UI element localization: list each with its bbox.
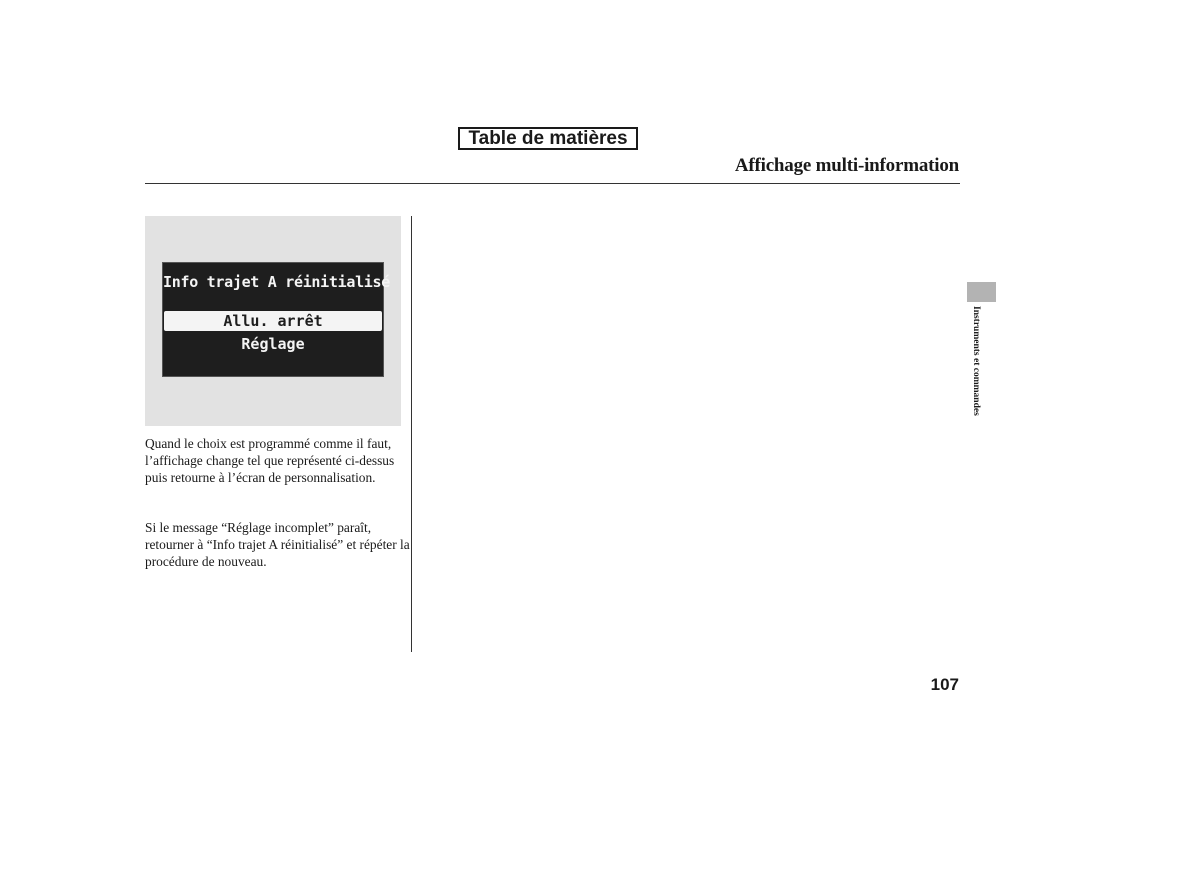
display-option-selected: Allu. arrêt <box>164 311 382 331</box>
table-of-contents-button[interactable]: Table de matières <box>458 127 638 150</box>
column-divider <box>411 216 412 652</box>
chapter-tab <box>967 282 996 302</box>
body-paragraph: Quand le choix est programmé comme il faut, l’affichage change tel que représenté ci-dessus puis retourne à l’écran de personnalisation. <box>145 436 395 485</box>
display-title: Info trajet A réinitialisé <box>163 273 391 291</box>
page-number: 107 <box>930 675 959 694</box>
body-paragraph: Si le message “Réglage incomplet” paraît, retourner à “Info trajet A réinitialisé” et répéter la procédure de nouveau. <box>145 520 410 569</box>
section-title: Affichage multi-information <box>734 155 959 176</box>
display-option: Réglage <box>241 335 305 353</box>
chapter-label: Instruments et commandes <box>971 306 981 416</box>
header-divider <box>145 183 960 184</box>
multi-info-display <box>162 262 391 377</box>
figure-panel <box>145 216 401 426</box>
